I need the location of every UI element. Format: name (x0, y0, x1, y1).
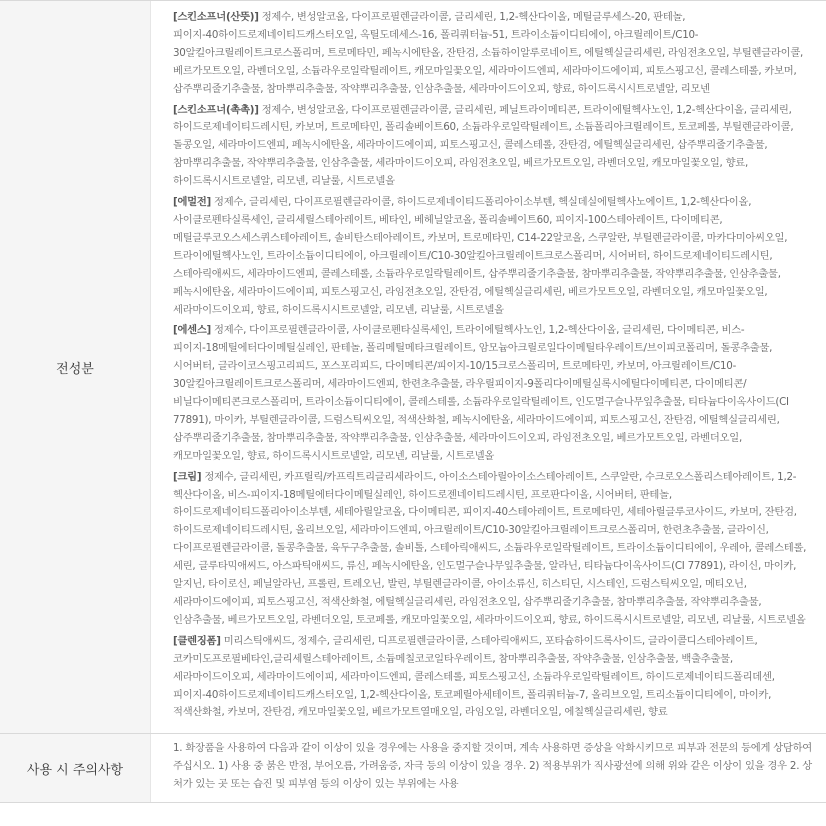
section-text: 정제수, 변성알코올, 다이프로필렌글라이콜, 글리세린, 1,2-헥산다이올, 메틸글루세스-20, 판테놀, 피이지-40하이드로제네이티드캐스터오일, 옥틸도데세스-16, 폴리쿼터늄-51, 트라이소듐이디티에이, 아크릴레이트/C10-30알킬아크릴레이트크로스폴리머, 트로메타민, 페녹시에탄올, 잔탄검, 소듐하이알루로네이트, 에틸헥실글리세린, 라임전초오일, 부틸렌글라이콜, 베르가모트오일, 라벤더오일, 소듐라우로일락틸레이트, 캐모마일꽃오일, 세라마이드엔피, 세라마이드에이피, 피토스핑고신, 콜레스테롤, 카보머, 삽주뿌리줄기추출물, 참마뿌리추출물, 작약뿌리추출물, 인삼추출물, 세라마이드이오피, 향료, 하이드록시시트로넬알, 리모넨 (173, 11, 804, 95)
ingredients-heading: 전성분 (0, 1, 151, 733)
section-text: 정제수, 글리세린, 다이프로필렌글라이콜, 하이드로제네이티드폴리아이소부텐, 헥실데실에틸헥사노에이트, 1,2-헥산다이올, 사이클로펜타실록세인, 글리세릴스테아레이트, 베타인, 베헤닐알코올, 폴리솔베이트60, 피이지-100스테아레이트, 다이메티콘, 메틸글루코오스세스퀴스테아레이트, 솔비탄스테아레이트, 카보머, 트로메타민, C14-22알코올, 스쿠알란, 부틸렌글라이콜, 마카다미아씨오일, 트라이에틸헥사노인, 트라이소듐이디티에이, 아크릴레이트/C10-30알킬아크릴레이트크로스폴리머, 시어버터, 하이드로제네이티드레시틴, 스테아릭애씨드, 세라마이드엔피, 콜레스테롤, 소듐라우로일락틸레이트, 삽주뿌리줄기추출물, 참마뿌리추출물, 작약뿌리추출물, 인삼추출물, 페녹시에탄올, 세라마이드에이피, 피토스핑고신, 라임전초오일, 잔탄검, 에틸헥실글리세린, 베르가모트오일, 라벤더오일, 캐모마일꽃오일, 세라마이드이오피, 향료, 하이드록시시트로넬알, 리모넨, 리날룰, 시트로넬올 (173, 196, 788, 316)
ingredients-section-cleansing-foam (173, 633, 812, 723)
ingredients-section-skin-moist (173, 102, 812, 192)
ingredients-section-skin-fresh (173, 9, 812, 99)
section-label: [크림] (173, 470, 202, 483)
ingredients-section-cream (173, 469, 812, 630)
section-label: [스킨소프너(촉촉)] (173, 103, 259, 116)
ingredients-row (0, 1, 826, 734)
caution-text: 1. 화장품을 사용하여 다음과 같이 이상이 있을 경우에는 사용을 중지할 것이며, 계속 사용하면 증상을 악화시키므로 피부과 전문의 등에게 상담하여 주십시오. 1) 사용 중 붉은 반점, 부어오름, 가려움증, 자극 등의 이상이 있을 경우. 2) 적용부위가 직사광선에 의해 위와 같은 이상이 있을 경우 2. 상처가 있는 곳 또는 습진 및 피부염 등의 이상이 있는 부위에는 사용 (173, 742, 812, 791)
section-label: [에센스] (173, 324, 212, 337)
caution-heading: 사용 시 주의사항 (0, 734, 151, 802)
ingredients-content (151, 1, 826, 733)
section-text: 정제수, 글리세린, 카프릴릭/카프릭트리글리세라이드, 아이소스테아릴아이소스테아레이트, 스쿠알란, 수크로오스폴리스테아레이트, 1,2-헥산다이올, 비스-피이지-18메틸에터다이메틸실레인, 하이드로젠네이티드레시틴, 프로판다이올, 시어버터, 판테놀, 하이드로제네이티드폴리아이소부텐, 세테아릴알코올, 다이메티콘, 피이지-40스테아레이트, 트로메타민, 세테아릴글루코사이드, 카보머, 잔탄검, 하이드로제네이티드레시틴, 올리브오일, 세라마이드엔피, 아크릴레이트/C10-30알킬아크릴레이트크로스폴리머, 한련초추출물, 글라이신, 다이프로필렌글라이콜, 돌콩추출물, 육두구추출물, 솔비톨, 스테아릭애씨드, 소듐라우로일락틸레이트, 트라이소듐이디티에이, 우레아, 콜레스테롤, 세린, 글루타믹애씨드, 아스파틱애씨드, 류신, 페녹시에탄올, 인도멀구슬나무잎추출물, 알라닌, 티타늄다이옥사이드(CI 77891), 라이신, 마이카, 알지닌, 타이로신, 페닐알라닌, 프롤린, 트레오닌, 발린, 부틸렌글라이콜, 아이소류신, 히스티딘, 시스테인, 드럼스틱씨오일, 메티오닌, 세라마이드에이피, 피토스핑고신, 적색산화철, 에틸헥실글리세린, 라임전초오일, 삽주뿌리줄기추출물, 참마뿌리추출물, 작약뿌리추출물, 인삼추출물, 베르가모트오일, 라벤더오일, 토코페롤, 캐모마일꽃오일, 세라마이드이오피, 향료, 하이드록시시트로넬알, 리모넨, 리날룰, 시트로넬올 (173, 470, 807, 626)
section-text: 정제수, 다이프로필렌글라이콜, 사이클로펜타실록세인, 트라이에틸헥사노인, 1,2-헥산다이올, 글리세린, 다이메티콘, 비스-피이지-18메틸에터다이메틸실레인, 판테놀, 폴리메틸메타크릴레이트, 암모늄아크릴로일다이메틸타우레이트/브이피코폴리머, 돌콩추출물, 시어버터, 글라이코스핑고리피드, 포스포리피드, 다이메티콘/피이지-10/15크로스폴리머, 트로메타민, 카보머, 아크릴레이트/C10-30알킬아크릴레이트크로스폴리머, 세라마이드엔피, 한련초추출물, 라우릴피이지-9폴리다이메틸실록시에틸다이메티콘, 다이메티콘/비닐다이메티콘크로스폴리머, 트라이소듐이디티에이, 콜레스테롤, 소듐라우로일락틸레이트, 인도멀구슬나무잎추출물, 티타늄다이옥사이드(CI 77891), 마이카, 부틸렌글라이콜, 드럼스틱씨오일, 적색산화철, 페녹시에탄올, 세라마이드에이피, 피토스핑고신, 잔탄검, 에틸헥실글리세린, 삽주뿌리줄기추출물, 참마뿌리추출물, 작약뿌리추출물, 인삼추출물, 세라마이드이오피, 라임전초오일, 베르가모트오일, 라벤더오일, 캐모마일꽃오일, 향료, 하이드록시시트로넬알, 리모넨, 리날룰, 시트로넬올 (173, 324, 789, 462)
caution-content (151, 734, 826, 802)
ingredients-section-emulsion (173, 194, 812, 319)
section-label: [스킨소프너(산뜻)] (173, 11, 259, 23)
section-text: 정제수, 변성알코올, 다이프로필렌글라이콜, 글리세린, 페닐트라이메티콘, 트라이에틸헥사노인, 1,2-헥산다이올, 글리세린, 하이드로제네이티드레시틴, 카보머, 트로메타민, 폴리솔베이트60, 소듐라우로일락틸레이트, 소듐폴리아크릴레이트, 토코페롤, 부틸렌글라이콜, 돌콩오일, 세라마이드엔피, 페녹시에탄올, 세라마이드에이피, 피토스핑고신, 콜레스테롤, 잔탄검, 에틸헥실글리세린, 삽주뿌리줄기추출물, 참마뿌리추출물, 작약뿌리추출물, 인삼추출물, 세라마이드이오피, 라임전초오일, 베르가모트오일, 라벤더오일, 캐모마일꽃오일, 향료, 하이드록시시트로넬알, 리모넨, 리날룰, 시트로넬올 (173, 103, 794, 188)
section-label: [클렌징폼] (173, 634, 221, 647)
caution-row (0, 734, 826, 803)
section-text: 미리스틱애씨드, 정제수, 글리세린, 디프로필렌글라이콜, 스테아릭애씨드, 포타슘하이드록사이드, 글라이콜디스테아레이트, 코카미도프로필베타인,글리세릴스테아레이트, 소듐메칠코코일타우레이트, 참마뿌리추출물, 작약추출물, 인삼추출물, 백출추출물, 세라마이드이오피, 세라마이드에이피, 세라마이드엔피, 콜레스테롤, 피토스핑고신, 소듐라우로일락틸레이트, 하이드로제네이티드폴리데센, 피이지-40하이드로제네이티드캐스터오일, 1,2-헥산다이올, 토코페릴아세테이트, 폴리쿼터늄-7, 올리브오일, 트리소듐이디티에이, 마이카, 적색산화철, 카보머, 잔탄검, 캐모마일꽃오일, 베르가모트열매오일, 라임오일, 라벤더오일, 에칠헥실글리세린, 향료 (173, 634, 775, 719)
ingredients-section-essence (173, 322, 812, 465)
section-label: [에멀전] (173, 196, 212, 209)
